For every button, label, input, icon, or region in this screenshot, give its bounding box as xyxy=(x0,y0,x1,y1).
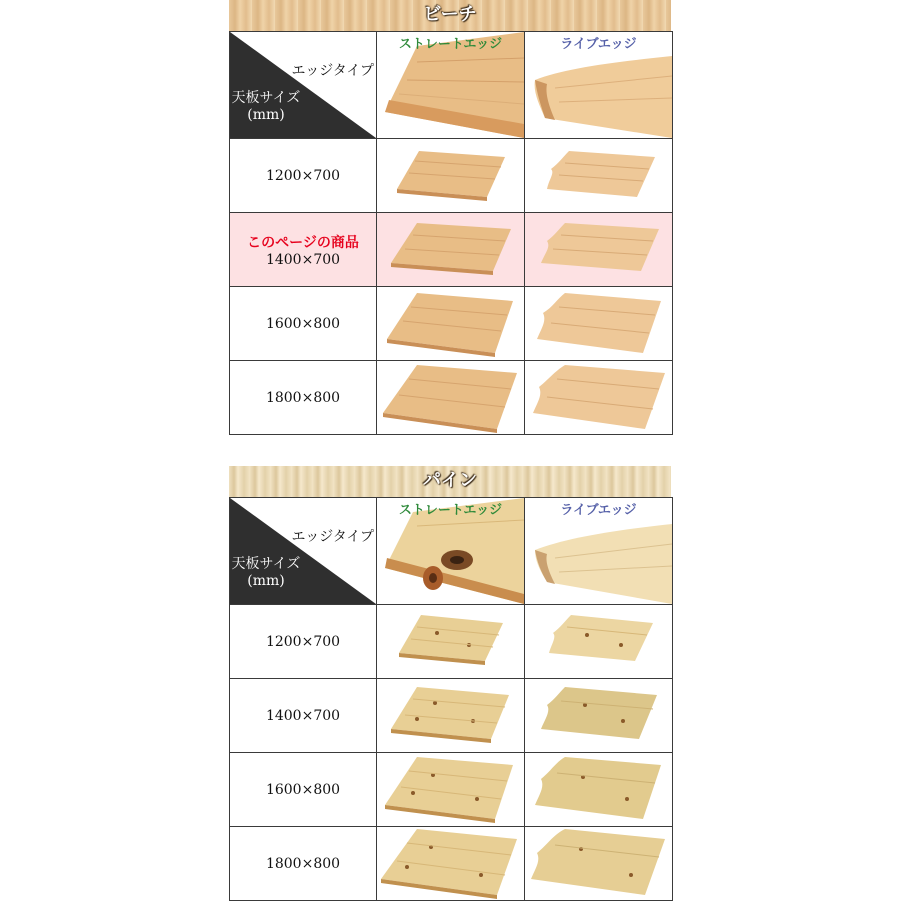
beech-row-1400x700 xyxy=(230,213,673,287)
pine-row-1400x700 xyxy=(230,679,673,753)
beech-live-board-1200x700 xyxy=(525,139,672,212)
edge-type-label: エッジタイプ xyxy=(291,529,374,545)
board-image-cell xyxy=(377,827,525,901)
beech-live-board-1800x800 xyxy=(525,361,672,434)
current-product-note: このページの商品 xyxy=(247,234,359,251)
beech-straight-board-1600x800 xyxy=(377,287,524,360)
size-axis-label: 天板サイズ (mm) xyxy=(231,556,301,589)
beech-size-table xyxy=(229,31,673,435)
board-image-cell xyxy=(525,361,673,435)
size-cell xyxy=(230,361,377,435)
pine-live-edge-header xyxy=(525,498,673,605)
pine-live-board-1600x800 xyxy=(525,753,672,826)
size-cell xyxy=(230,753,377,827)
board-image-cell xyxy=(525,213,673,287)
size-cell xyxy=(230,679,377,753)
pine-straight-board-1600x800 xyxy=(377,753,524,826)
pine-corner-cell xyxy=(230,498,377,605)
size-cell xyxy=(230,213,377,287)
pine-row-1800x800 xyxy=(230,827,673,901)
size-value: 1800×800 xyxy=(265,855,341,872)
size-value: 1200×700 xyxy=(265,633,341,650)
board-image-cell xyxy=(377,139,525,213)
pine-row-1600x800 xyxy=(230,753,673,827)
size-value: 1400×700 xyxy=(265,707,341,724)
pine-title-bar xyxy=(229,466,671,497)
board-image-cell xyxy=(525,605,673,679)
size-value: 1600×800 xyxy=(265,781,341,798)
pine-live-board-1400x700 xyxy=(525,679,672,752)
size-value: 1600×800 xyxy=(265,315,341,332)
board-image-cell xyxy=(377,361,525,435)
beech-corner-cell xyxy=(230,32,377,139)
pine-straight-board-1800x800 xyxy=(377,827,524,900)
beech-row-1200x700 xyxy=(230,139,673,213)
pine-size-table xyxy=(229,497,673,901)
straight-edge-label: ストレートエッジ xyxy=(398,503,503,518)
pine-title: パイン xyxy=(423,470,477,491)
board-image-cell xyxy=(525,287,673,361)
size-cell xyxy=(230,287,377,361)
pine-straight-board-1200x700 xyxy=(377,605,524,678)
size-cell xyxy=(230,605,377,679)
beech-live-board-1600x800 xyxy=(525,287,672,360)
pine-row-1200x700 xyxy=(230,605,673,679)
beech-title: ビーチ xyxy=(423,4,477,25)
beech-straight-board-1200x700 xyxy=(377,139,524,212)
pine-header-row xyxy=(230,498,673,605)
beech-header-row xyxy=(230,32,673,139)
size-cell xyxy=(230,139,377,213)
size-axis-label: 天板サイズ (mm) xyxy=(231,90,301,123)
pine-live-board-1200x700 xyxy=(525,605,672,678)
size-cell xyxy=(230,827,377,901)
edge-type-label: エッジタイプ xyxy=(291,63,374,79)
beech-straight-edge-header xyxy=(377,32,525,139)
board-image-cell xyxy=(525,753,673,827)
board-image-cell xyxy=(377,753,525,827)
beech-row-1600x800 xyxy=(230,287,673,361)
board-image-cell xyxy=(377,605,525,679)
board-image-cell xyxy=(525,679,673,753)
beech-straight-board-1400x700 xyxy=(377,213,524,286)
beech-straight-board-1800x800 xyxy=(377,361,524,434)
pine-straight-edge-header xyxy=(377,498,525,605)
size-value: 1200×700 xyxy=(265,167,341,184)
live-edge-label: ライブエッジ xyxy=(560,503,637,518)
board-image-cell xyxy=(377,679,525,753)
beech-title-bar xyxy=(229,0,671,31)
beech-row-1800x800 xyxy=(230,361,673,435)
board-image-cell xyxy=(525,139,673,213)
board-image-cell xyxy=(377,287,525,361)
size-value: 1400×700 xyxy=(265,251,341,268)
board-image-cell xyxy=(525,827,673,901)
board-image-cell xyxy=(377,213,525,287)
size-value: 1800×800 xyxy=(265,389,341,406)
live-edge-label: ライブエッジ xyxy=(560,37,637,52)
beech-live-board-1400x700 xyxy=(525,213,672,286)
pine-live-board-1800x800 xyxy=(525,827,672,900)
pine-straight-board-1400x700 xyxy=(377,679,524,752)
beech-live-edge-header xyxy=(525,32,673,139)
straight-edge-label: ストレートエッジ xyxy=(398,37,503,52)
